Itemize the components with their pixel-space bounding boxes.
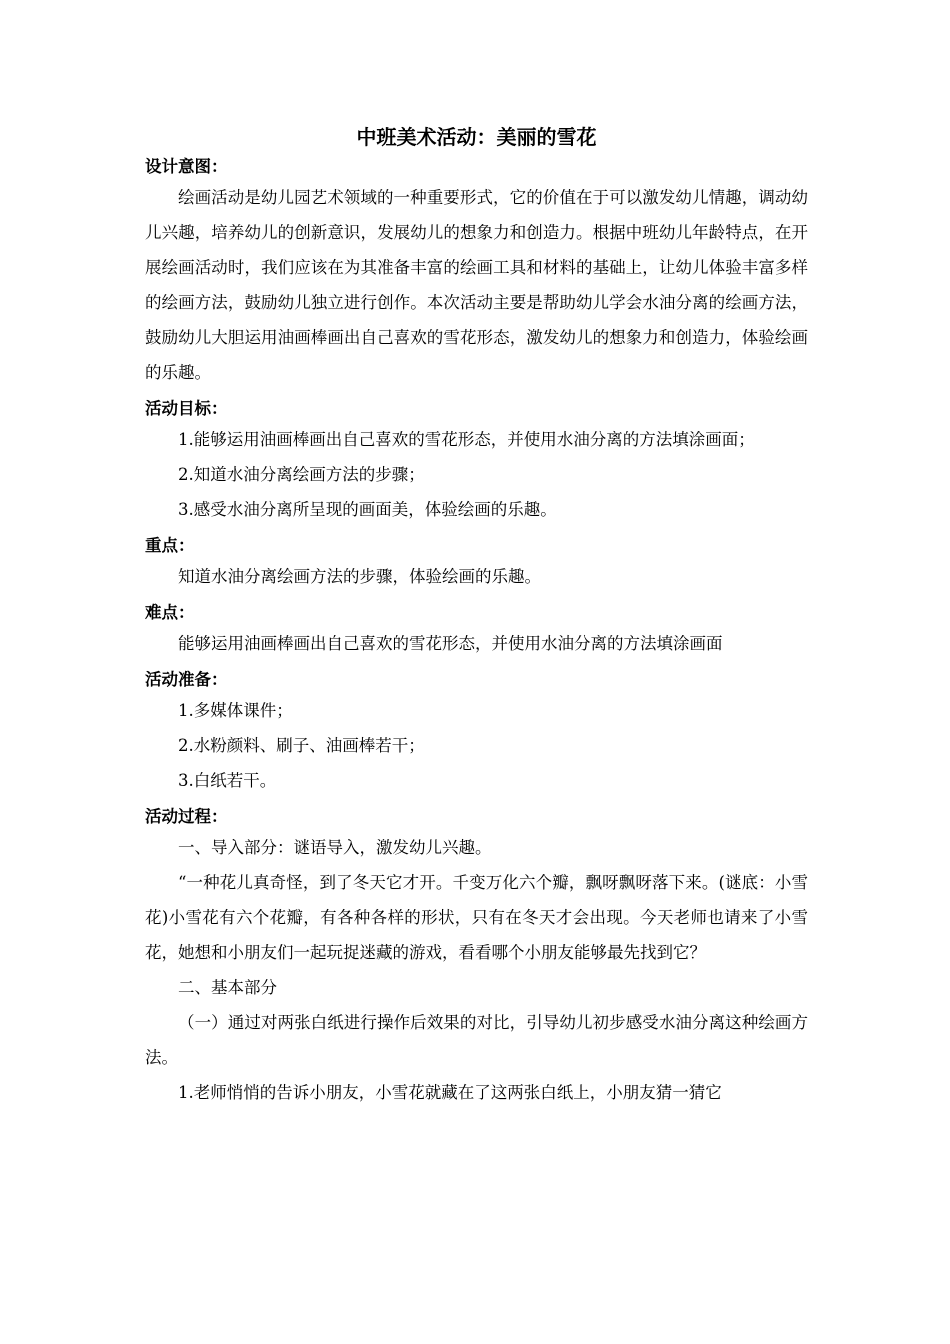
document-content: [145, 120, 808, 1110]
design-intent-body: 绘画活动是幼儿园艺术领域的一种重要形式，它的价值在于可以激发幼儿情趣，调动幼儿兴趣，培养幼儿的创新意识，发展幼儿的想象力和创造力。根据中班幼儿年龄特点，在开展绘画活动时，我们应该在为其准备丰富的绘画工具和材料的基础上，让幼儿体验丰富多样的绘画方法，鼓励幼儿独立进行创作。本次活动主要是帮助幼儿学会水油分离的绘画方法，鼓励幼儿大胆运用油画棒画出自己喜欢的雪花形态，激发幼儿的想象力和创造力，体验绘画的乐趣。: [145, 188, 808, 382]
difficulty-heading: 难点：: [145, 603, 195, 622]
process-paragraph: “一种花儿真奇怪，到了冬天它才开。千变万化六个瓣，飘呀飘呀落下来。(谜底：小雪花)小雪花有六个花瓣，有各种各样的形状，只有在冬天才会出现。今天老师也请来了小雪花，她想和小朋友们一起玩捉迷藏的游戏，看看哪个小朋友能够最先找到它？: [145, 873, 808, 962]
preparation-item: 2.水粉颜料、刷子、油画棒若干；: [178, 736, 425, 755]
preparation-item: 3.白纸若干。: [178, 771, 277, 790]
goals-heading: 活动目标：: [145, 399, 228, 418]
page-title: 中班美术活动：美丽的雪花: [356, 125, 597, 149]
goal-item: 2.知道水油分离绘画方法的步骤；: [178, 465, 425, 484]
process-paragraph: 一、导入部分：谜语导入，激发幼儿兴趣。: [178, 838, 492, 857]
key-point-heading: 重点：: [145, 536, 195, 555]
goal-item: 1.能够运用油画棒画出自己喜欢的雪花形态，并使用水油分离的方法填涂画面；: [178, 430, 755, 449]
process-paragraph: （一）通过对两张白纸进行操作后效果的对比，引导幼儿初步感受水油分离这种绘画方法。: [145, 1013, 808, 1067]
process-heading: 活动过程：: [145, 807, 228, 826]
process-paragraph: 二、基本部分: [178, 978, 277, 997]
process-paragraph: 1.老师悄悄的告诉小朋友，小雪花就藏在了这两张白纸上，小朋友猜一猜它: [178, 1083, 722, 1102]
goal-item: 3.感受水油分离所呈现的画面美，体验绘画的乐趣。: [178, 500, 557, 519]
design-intent-heading: 设计意图：: [145, 157, 228, 176]
preparation-heading: 活动准备：: [145, 670, 228, 689]
difficulty-body: 能够运用油画棒画出自己喜欢的雪花形态，并使用水油分离的方法填涂画面: [178, 634, 723, 653]
preparation-item: 1.多媒体课件；: [178, 701, 293, 720]
key-point-body: 知道水油分离绘画方法的步骤，体验绘画的乐趣。: [178, 567, 541, 586]
